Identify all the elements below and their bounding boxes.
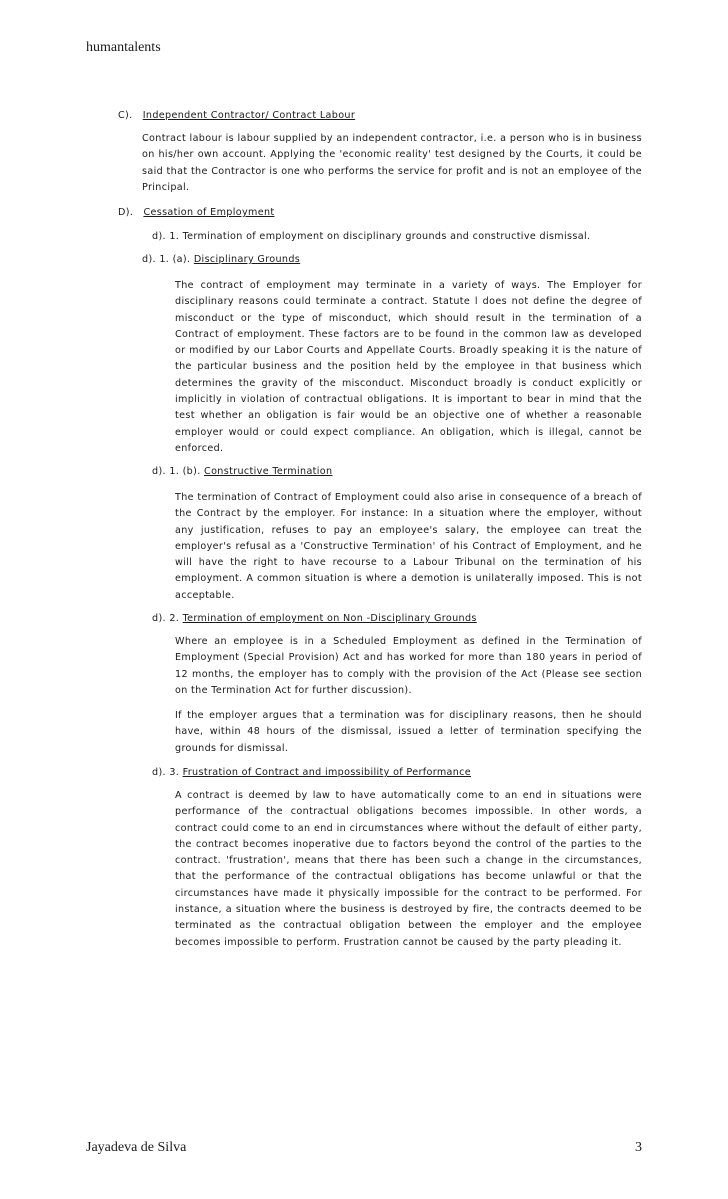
- section-d2-paragraph-1: Where an employee is in a Scheduled Employment as defined in the Termination of Employment (Special Provision) Act and has worked for more than 180 years in period of 12 months, the employer has to comply with the provision of the Act (Please see section on the Termination Act for further discussion).: [175, 636, 642, 696]
- section-d1a-paragraph: The contract of employment may terminate in a variety of ways. The Employer for disciplinary reasons could terminate a contract. Statute l does not define the degree of misconduct or the type of misconduct, which should result in the termination of a Contract of employment. These factors are to be found in the common law as developed or modified by our Labor Courts and Appellate Courts. Broadly speaking it is the nature of the particular business and the position held by the employee in that business which determines the gravity of the misconduct. Misconduct broadly is conduct explicitly or implicitly in violation of contractual obligations. It is important to bear in mind that the test whether an obligation is fair would be an objective one of whether a reasonable employer would or could expect compliance. An obligation, which is illegal, cannot be enforced.: [175, 280, 642, 454]
- section-d1b-paragraph: The termination of Contract of Employment could also arise in consequence of a breach of the Contract by the employer. For instance: In a situation where the employer, without any justification, refuses to pay an employee's salary, the employee can treat the employer's refusal as a 'Constructive Termination' of his Contract of Employment, and he will have the right to have recourse to a Labour Tribunal on the termination of his employment. A common situation is where a demotion is unilaterally imposed. This is not acceptable.: [175, 492, 642, 601]
- section-c-label: C).: [118, 110, 133, 121]
- page-number: 3: [635, 1140, 642, 1155]
- section-d3-title: Frustration of Contract and impossibility of Performance: [182, 767, 472, 778]
- section-d-label: D).: [118, 207, 134, 218]
- section-d2-label: d). 2.: [152, 613, 180, 624]
- page-header: humantalents: [86, 40, 161, 55]
- section-d1b-heading: [152, 466, 332, 477]
- section-d3-label: d). 3.: [152, 767, 180, 778]
- section-d2-heading: [152, 613, 477, 624]
- section-d3-paragraph: A contract is deemed by law to have automatically come to an end in situations were performance of the contractual obligations becomes impossible. In other words, a contract could come to an end in circumstances where without the default of either party, the contract becomes inoperative due to factors beyond the control of the parties to the contract. 'frustration', means that there has been such a change in the circumstances, that the performance of the contractual obligations has become unlawful or that the circumstances have made it physically impossible for the contract to be performed. For instance, a situation where the business is destroyed by fire, the contracts deemed to be terminated as the contractual obligation between the employer and the employee becomes impossible to perform. Frustration cannot be caused by the party pleading it.: [175, 790, 642, 948]
- section-d1b-label: d). 1. (b).: [152, 466, 201, 477]
- section-d1-intro: d). 1. Termination of employment on disciplinary grounds and constructive dismissal.: [152, 231, 591, 242]
- section-d-title: Cessation of Employment: [143, 207, 275, 218]
- section-c-paragraph: Contract labour is labour supplied by an independent contractor, i.e. a person who is in business on his/her own account. Applying the 'economic reality' test designed by the Courts, it could be said that the Contractor is one who performs the service for profit and is not an employee of the Principal.: [142, 133, 642, 193]
- section-c-title: Independent Contractor/ Contract Labour: [142, 110, 356, 121]
- section-d1a-heading: [142, 254, 300, 265]
- section-d2-title: Termination of employment on Non -Disciplinary Grounds: [182, 613, 477, 624]
- section-d1a-title: Disciplinary Grounds: [193, 254, 301, 265]
- section-d1b-title: Constructive Termination: [204, 466, 333, 477]
- section-d3-heading: [152, 767, 471, 778]
- footer-author: Jayadeva de Silva: [86, 1140, 187, 1155]
- section-d2-paragraph-2: If the employer argues that a termination was for disciplinary reasons, then he should have, within 48 hours of the dismissal, issued a letter of termination specifying the grounds for dismissal.: [175, 710, 642, 754]
- section-c-heading: [118, 110, 355, 121]
- section-d1a-label: d). 1. (a).: [142, 254, 191, 265]
- section-d-heading: [118, 207, 275, 218]
